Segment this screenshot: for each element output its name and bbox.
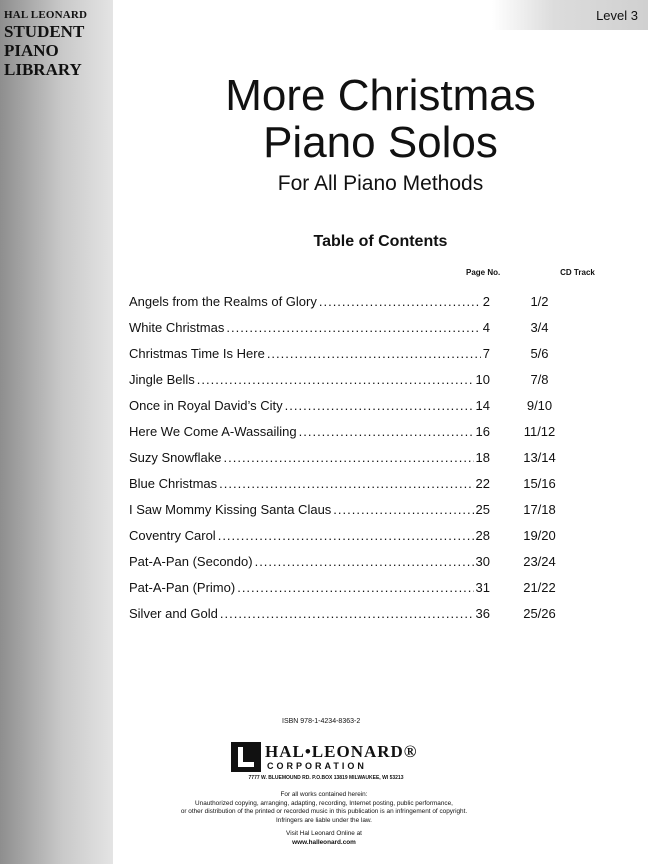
toc-entry-page: 30 xyxy=(475,553,490,569)
toc-entry-track: 5/6 xyxy=(530,345,549,361)
logo-corporation-text: CORPORATION xyxy=(267,761,367,771)
visit-text: Visit Hal Leonard Online at xyxy=(286,830,362,837)
hal-leonard-mark-icon xyxy=(231,742,261,772)
toc-list xyxy=(129,288,589,626)
toc-entry[interactable] xyxy=(129,392,589,418)
toc-entry-track: 3/4 xyxy=(530,319,549,335)
copyright-line-4: Infringers are liable under the law. xyxy=(276,816,372,824)
copyright-notice xyxy=(165,791,483,825)
toc-entry-track: 9/10 xyxy=(526,397,553,413)
toc-entry-title: Here We Come A-Wassailing xyxy=(129,423,297,439)
toc-entry-track: 11/12 xyxy=(523,423,556,439)
toc-leader-dots xyxy=(267,346,481,361)
toc-entry-title: Pat-A-Pan (Primo) xyxy=(129,579,236,595)
series-logo xyxy=(4,10,108,78)
toc-entry[interactable] xyxy=(129,444,589,470)
toc-entry[interactable] xyxy=(129,366,589,392)
toc-entry[interactable] xyxy=(129,522,589,548)
toc-entry-page: 28 xyxy=(475,527,490,543)
toc-entry-title: Suzy Snowflake xyxy=(129,449,222,465)
series-line-student: STUDENT xyxy=(4,22,85,41)
toc-entry-page: 14 xyxy=(475,397,490,413)
level-tab xyxy=(492,0,648,30)
toc-leader-dots xyxy=(333,502,473,517)
copyright-line-1: For all works contained herein: xyxy=(280,791,368,798)
publisher-address: 7777 W. BLUEMOUND RD. P.O.BOX 13819 MILWAUKEE, WI 53213 xyxy=(248,775,404,781)
toc-entry-page: 16 xyxy=(475,423,490,439)
toc-entry[interactable] xyxy=(129,574,589,600)
toc-entry-page: 36 xyxy=(475,605,490,621)
toc-leader-dots xyxy=(219,476,473,491)
toc-entry-track: 1/2 xyxy=(530,293,549,309)
toc-entry[interactable] xyxy=(129,288,589,314)
toc-entry-page: 22 xyxy=(475,475,490,491)
toc-entry-title: Jingle Bells xyxy=(129,371,195,387)
toc-entry[interactable] xyxy=(129,470,589,496)
copyright-line-3: or other distribution of the printed or recorded music in this publication is an infringement of copyright. xyxy=(180,808,468,815)
toc-entry-track: 13/14 xyxy=(523,449,556,465)
toc-column-page: Page No. xyxy=(466,268,501,277)
toc-entry-title: Once in Royal David’s City xyxy=(129,397,283,413)
toc-entry-title: I Saw Mommy Kissing Santa Claus xyxy=(129,501,332,517)
toc-entry[interactable] xyxy=(129,548,589,574)
series-line-piano: PIANO xyxy=(4,41,59,60)
toc-entry-title: Christmas Time Is Here xyxy=(129,345,265,361)
isbn-number: ISBN 978-1-4234-8363-2 xyxy=(282,718,361,725)
toc-entry-title: Coventry Carol xyxy=(129,527,216,543)
visit-online xyxy=(165,830,483,847)
toc-entry-page: 4 xyxy=(482,319,490,335)
toc-entry-track: 15/16 xyxy=(523,475,556,491)
toc-leader-dots xyxy=(220,606,474,621)
toc-leader-dots xyxy=(255,554,474,569)
series-line-library: LIBRARY xyxy=(4,60,82,79)
toc-leader-dots xyxy=(218,528,474,543)
book-subtitle: For All Piano Methods xyxy=(277,172,484,195)
publisher-logo xyxy=(231,742,421,784)
toc-entry-page: 18 xyxy=(475,449,490,465)
toc-entry-page: 10 xyxy=(475,371,490,387)
toc-entry-track: 25/26 xyxy=(523,605,556,621)
toc-entry-title: Silver and Gold xyxy=(129,605,218,621)
toc-heading: Table of Contents xyxy=(313,233,448,250)
level-label: Level 3 xyxy=(596,8,638,23)
toc-entry[interactable] xyxy=(129,600,589,626)
toc-entry[interactable] xyxy=(129,496,589,522)
toc-entry-title: Blue Christmas xyxy=(129,475,218,491)
toc-entry-track: 21/22 xyxy=(523,579,556,595)
book-title-line-1: More Christmas xyxy=(225,71,536,120)
toc-leader-dots xyxy=(285,398,474,413)
toc-entry-title: Angels from the Realms of Glory xyxy=(129,293,317,309)
cover-spine-band xyxy=(0,0,113,864)
toc-entry-page: 31 xyxy=(475,579,490,595)
toc-leader-dots xyxy=(319,294,481,309)
toc-entry-track: 17/18 xyxy=(523,501,556,517)
website-link[interactable]: www.halleonard.com xyxy=(292,838,356,846)
toc-entry-track: 7/8 xyxy=(530,371,549,387)
toc-entry-page: 25 xyxy=(475,501,490,517)
toc-entry-track: 23/24 xyxy=(523,553,556,569)
toc-entry-track: 19/20 xyxy=(523,527,556,543)
toc-entry-title: White Christmas xyxy=(129,319,225,335)
toc-entry-title: Pat-A-Pan (Secondo) xyxy=(129,553,253,569)
book-title xyxy=(113,72,648,166)
toc-entry-page: 2 xyxy=(482,293,490,309)
toc-entry[interactable] xyxy=(129,340,589,366)
copyright-line-2: Unauthorized copying, arranging, adapting, recording, Internet posting, public performance, xyxy=(195,799,453,807)
toc-leader-dots xyxy=(224,450,474,465)
toc-entry[interactable] xyxy=(129,314,589,340)
toc-entry-page: 7 xyxy=(482,345,490,361)
toc-leader-dots xyxy=(299,424,474,439)
toc-leader-dots xyxy=(226,320,480,335)
toc-leader-dots xyxy=(197,372,474,387)
toc-leader-dots xyxy=(237,580,473,595)
toc-entry[interactable] xyxy=(129,418,589,444)
toc-column-track: CD Track xyxy=(560,268,595,277)
logo-brand-text: HAL•LEONARD® xyxy=(265,742,418,761)
book-title-line-2: Piano Solos xyxy=(263,118,498,167)
series-publisher: HAL LEONARD xyxy=(4,9,88,21)
